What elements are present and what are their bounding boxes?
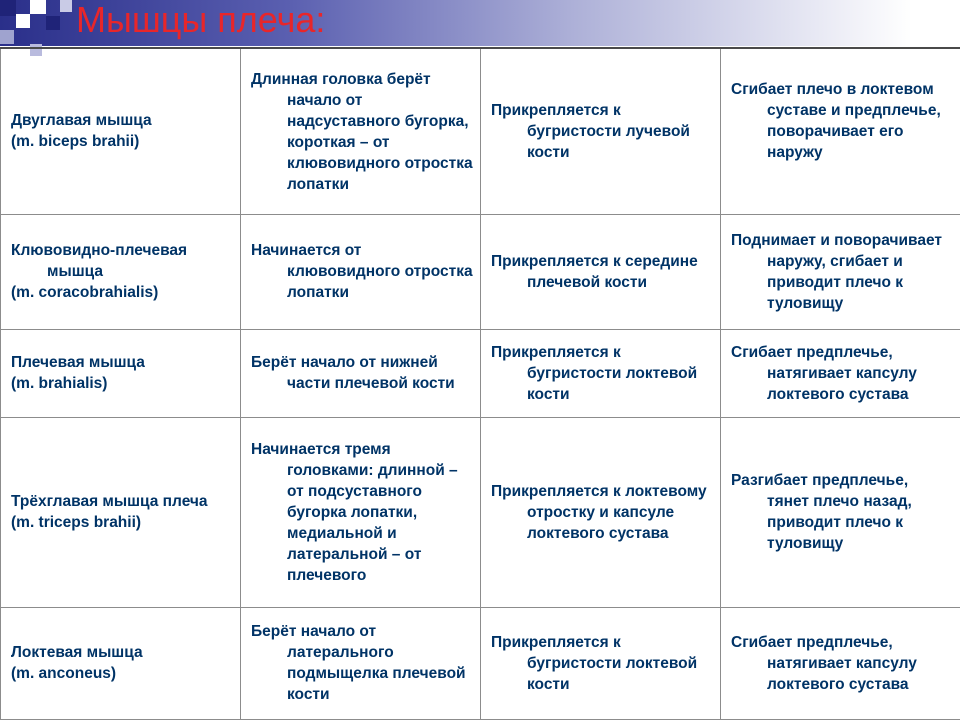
muscle-name-cell bbox=[1, 214, 241, 329]
decorative-square bbox=[0, 30, 14, 44]
origin-cell bbox=[241, 329, 481, 417]
table-row bbox=[1, 214, 960, 329]
decorative-square bbox=[0, 0, 16, 16]
decorative-square bbox=[46, 16, 60, 30]
function-cell bbox=[721, 417, 960, 607]
table-row bbox=[1, 607, 960, 719]
insertion-text: Прикрепляется к локтевому отростку и капсуле локтевого сустава bbox=[491, 482, 707, 542]
origin-text: Начинается тремя головками: длинной – от подсуставного бугорка лопатки, медиальной и латеральной – от плечевого bbox=[251, 440, 458, 584]
insertion-text: Прикрепляется к бугристости локтевой кости bbox=[491, 343, 698, 403]
origin-cell bbox=[241, 607, 481, 719]
origin-cell bbox=[241, 214, 481, 329]
function-text: Разгибает предплечье, тянет плечо назад, приводит плечо к туловищу bbox=[731, 472, 912, 552]
function-text: Сгибает плечо в локтевом суставе и предплечье, поворачивает его наружу bbox=[731, 81, 941, 161]
origin-text: Берёт начало от латерального подмыщелка плечевой кости bbox=[251, 623, 466, 703]
muscle-name-cell bbox=[1, 48, 241, 214]
decorative-square bbox=[60, 0, 72, 12]
function-cell bbox=[721, 214, 960, 329]
insertion-cell bbox=[481, 48, 721, 214]
muscle-table bbox=[0, 47, 960, 720]
function-text: Поднимает и поворачивает наружу, сгибает и приводит плечо к туловищу bbox=[731, 231, 942, 312]
origin-text: Длинная головка берёт начало от надсуставного бугорка, короткая – от клювовидного отростка лопатки bbox=[251, 71, 473, 193]
table-row bbox=[1, 417, 960, 607]
decorative-square bbox=[30, 0, 46, 14]
origin-text: Берёт начало от нижней части плечевой кости bbox=[251, 354, 455, 392]
muscle-name: Плечевая мышца bbox=[11, 354, 145, 371]
table-row bbox=[1, 48, 960, 214]
insertion-text: Прикрепляется к середине плечевой кости bbox=[491, 252, 698, 291]
muscle-latin-name: (m. brahialis) bbox=[11, 375, 108, 392]
insertion-text: Прикрепляется к бугристости лучевой кости bbox=[491, 101, 690, 161]
muscle-name: Двуглавая мышца bbox=[11, 112, 152, 130]
origin-cell bbox=[241, 417, 481, 607]
muscle-name-cell bbox=[1, 417, 241, 607]
table-row bbox=[1, 329, 960, 417]
muscle-name-cell bbox=[1, 607, 241, 719]
origin-cell bbox=[241, 48, 481, 214]
decorative-square bbox=[16, 14, 30, 28]
function-cell bbox=[721, 607, 960, 719]
function-cell bbox=[721, 329, 960, 417]
function-text: Сгибает предплечье, натягивает капсулу локтевого сустава bbox=[731, 633, 917, 693]
insertion-text: Прикрепляется к бугристости локтевой кости bbox=[491, 633, 698, 693]
origin-text: Начинается от клювовидного отростка лопатки bbox=[251, 242, 473, 301]
muscle-name: Трёхглавая мышца плеча bbox=[11, 493, 208, 510]
muscle-latin-name: (m. anconeus) bbox=[11, 665, 117, 682]
function-cell bbox=[721, 48, 960, 214]
muscle-latin-name: (m. triceps brahii) bbox=[11, 514, 142, 531]
muscle-name-cell bbox=[1, 329, 241, 417]
muscle-latin-name: (m. biceps brahii) bbox=[11, 133, 140, 151]
function-text: Сгибает предплечье, натягивает капсулу локтевого сустава bbox=[731, 343, 917, 403]
insertion-cell bbox=[481, 417, 721, 607]
page-title: Мышцы плеча: bbox=[76, 0, 326, 40]
insertion-cell bbox=[481, 329, 721, 417]
muscle-name: Клювовидно-плечевая мышца bbox=[11, 242, 188, 280]
muscle-latin-name: (m. coracobrahialis) bbox=[11, 284, 159, 301]
insertion-cell bbox=[481, 607, 721, 719]
insertion-cell bbox=[481, 214, 721, 329]
muscle-name: Локтевая мышца bbox=[11, 644, 143, 661]
